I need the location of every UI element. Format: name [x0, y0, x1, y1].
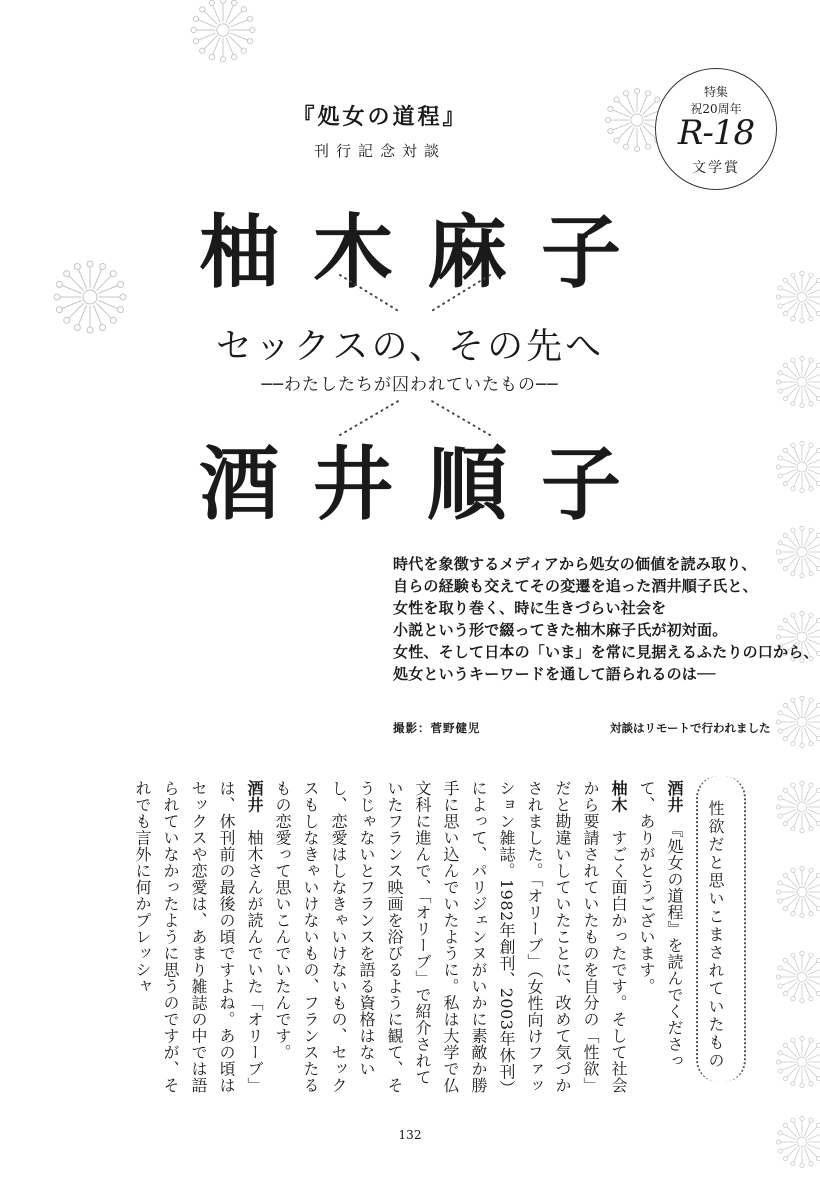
flower-ornament-icon [772, 1105, 820, 1179]
dialogue-turn [632, 780, 688, 1100]
page-number: 132 [398, 1128, 422, 1142]
book-title: 『処女の道程』 [292, 104, 468, 130]
dialogue-turn [268, 780, 632, 1100]
lead-paragraph [393, 553, 819, 685]
lead-line: 小説という形で綴ってきた柚木麻子氏が初対面。 [393, 621, 728, 639]
flower-ornament-icon [772, 765, 820, 849]
lead-line: 時代を象徴するメディアから処女の価値を読み取り、 [393, 555, 757, 573]
author-name-sakai: 酒井順子 [199, 438, 655, 531]
flower-ornament-icon [772, 1020, 820, 1104]
dialogue-text: すごく面白かったです。そして社会から要請されていたものを自分の「性欲」だと勘違いしていたことに、改めて気づかされました。「オリーブ」（女性向けファッション雑誌。1982年創刊、2003年休刊）によって、パリジェンヌがいかに素敵か勝手に思い込んでいたように。私は大学で仏文科に進んで、「オリーブ」で紹介されていたフランス映画を浴びるように観て、そうじゃないとフランスを語る資格はないし、恋愛はしなきゃいけないもの、セックスもしなきゃいけないもの、フランスたるもの恋愛って思いこんでいたんです。 [273, 780, 628, 1097]
flower-ornament-icon [772, 680, 820, 764]
flower-ornament-icon [772, 850, 820, 934]
photo-credit: 撮影：菅野健児 [393, 721, 481, 735]
badge-logo: R-18 [677, 113, 755, 153]
lead-line: 女性、そして日本の「いま」を常に見据えるふたりの口から、 [393, 643, 819, 661]
section-title: 性欲だと思いこまされていたもの [706, 800, 725, 1070]
dialogue-text: 柚木さんが読んでいた「オリーブ」は、休刊前の最後の頃ですよね。あの頃はセックスや恋愛は、あまり雑誌の中では語られていなかったように思うのですが、それでも言外に何かプレッシャ [133, 780, 264, 1094]
headline: セックスの、その先へ [215, 326, 605, 367]
badge-feature-label: 特集 [703, 85, 728, 99]
flower-ornament-icon [178, 0, 268, 70]
lead-line: 自らの経験も交えてその変遷を追った酒井順子氏と、 [393, 577, 758, 595]
speaker-label: 柚木 [609, 780, 628, 813]
flower-ornament-icon [772, 935, 820, 1019]
lead-line: 処女というキーワードを通して語られるのは── [393, 665, 716, 683]
badge-celebration-label: 祝20周年 [690, 102, 742, 116]
dialogue-turn [128, 780, 268, 1100]
speaker-label: 酒井 [245, 780, 264, 813]
lead-line: 女性を取り巻く、時に生きづらい社会を [393, 599, 667, 617]
speaker-label: 酒井 [665, 780, 684, 813]
author-name-yuzuki: 柚木麻子 [199, 206, 655, 299]
dialogue-text: 『処女の道程』を読んでくださって、ありがとうございます。 [637, 780, 684, 1069]
remote-note: 対談はリモートで行われました [610, 721, 771, 735]
subheadline: ──わたしたちが囚われていたもの── [261, 375, 559, 395]
dialogue-body [68, 780, 688, 1100]
dialog-label: 刊行記念対談 [313, 142, 446, 160]
badge-award-label: 文学賞 [692, 160, 740, 176]
